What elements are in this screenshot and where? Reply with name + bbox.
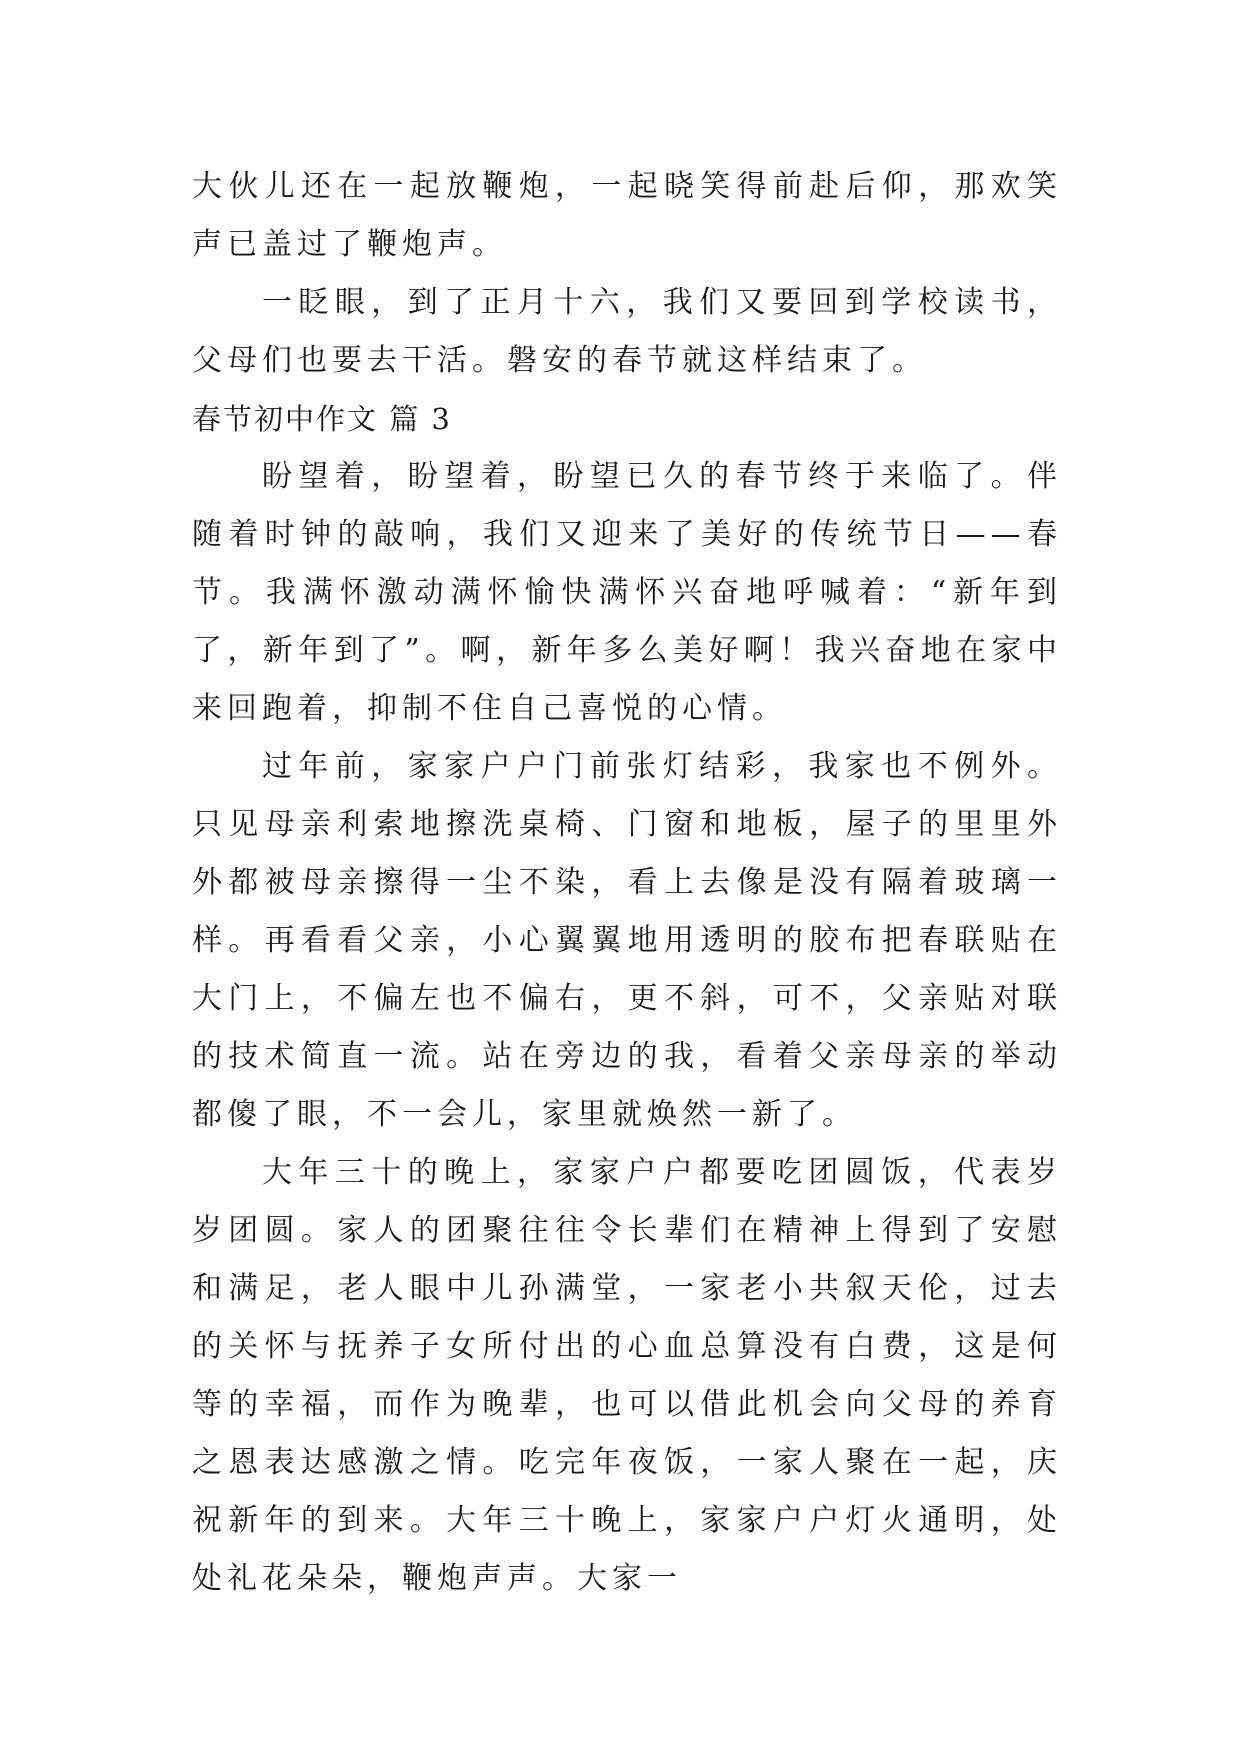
document-page bbox=[192, 158, 1062, 1608]
paragraph-2: 一眨眼，到了正月十六，我们又要回到学校读书，父母们也要去干活。磐安的春节就这样结束了。 bbox=[192, 285, 1062, 378]
paragraph-5: 大年三十的晚上，家家户户都要吃团圆饭，代表岁岁团圆。家人的团聚往往令长辈们在精神上得到了安慰和满足，老人眼中儿孙满堂，一家老小共叙天伦，过去的关怀与抚养子女所付出的心血总算没有白费，这是何等的幸福，而作为晚辈，也可以借此机会向父母的养育之恩表达感激之情。吃完年夜饭，一家人聚在一起，庆祝新年的到来。大年三十晚上，家家户户灯火通明，处处礼花朵朵，鞭炮声声。大家一 bbox=[192, 1155, 1062, 1596]
paragraph-4: 过年前，家家户户门前张灯结彩，我家也不例外。只见母亲利索地擦洗桌椅、门窗和地板，屋子的里里外外都被母亲擦得一尘不染，看上去像是没有隔着玻璃一样。再看看父亲，小心翼翼地用透明的胶布把春联贴在大门上，不偏左也不偏右，更不斜，可不，父亲贴对联的技术简直一流。站在旁边的我，看着父亲母亲的举动都傻了眼，不一会儿，家里就焕然一新了。 bbox=[192, 749, 1062, 1132]
paragraph-1: 大伙儿还在一起放鞭炮，一起晓笑得前赴后仰，那欢笑声已盖过了鞭炮声。 bbox=[192, 169, 1062, 262]
section-heading: 春节初中作文 篇 3 bbox=[192, 402, 452, 436]
paragraph-3: 盼望着，盼望着，盼望已久的春节终于来临了。伴随着时钟的敲响，我们又迎来了美好的传统节日——春节。我满怀激动满怀愉快满怀兴奋地呼喊着：“新年到了，新年到了”。啊，新年多么美好啊！我兴奋地在家中来回跑着，抑制不住自己喜悦的心情。 bbox=[192, 459, 1062, 726]
